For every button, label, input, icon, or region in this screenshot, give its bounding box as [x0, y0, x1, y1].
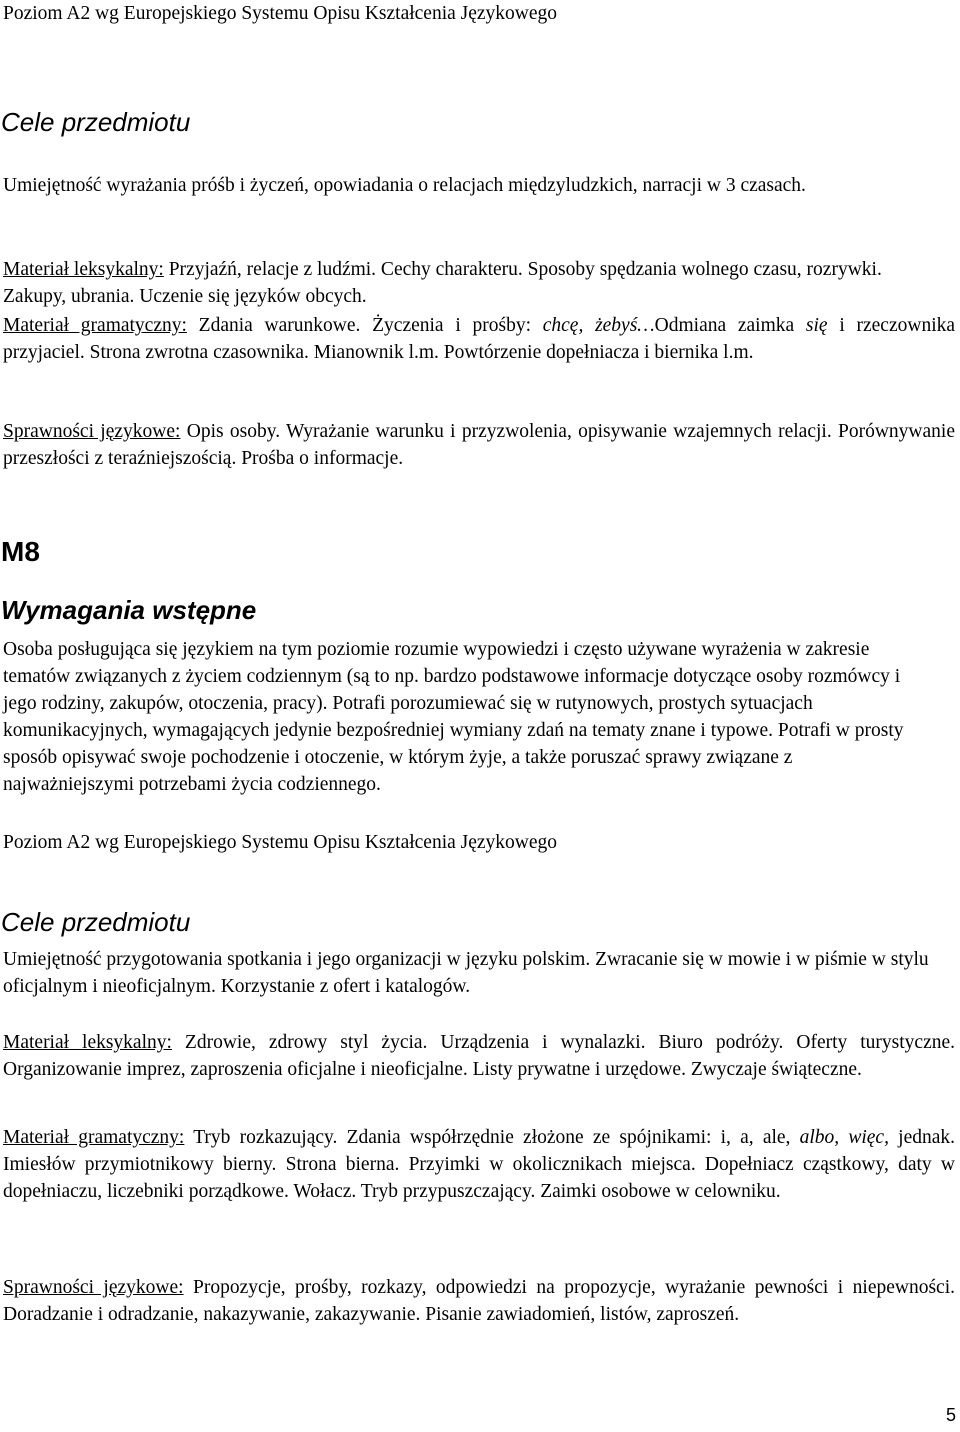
grammar-paragraph: [3, 312, 955, 366]
skills-paragraph: [3, 418, 955, 472]
lexical-text: Zdrowie, zdrowy styl życia. Urządzenia i wynalazki. Biuro podróży. Oferty turystyczne. Organizowanie imprez, zaproszenia oficjalne i nieoficjalne. Listy prywatne i urzędowe. Zwyczaje świąteczne.: [3, 1032, 956, 1080]
skills-text: Propozycje, prośby, rozkazy, odpowiedzi na propozycje, wyrażanie pewności i niepewności. Doradzanie i odradzanie, nakazywanie, zakazywanie. Pisanie zawiadomień, listów, zaproszeń.: [3, 1277, 955, 1325]
grammar-italic-2: się: [805, 315, 828, 336]
requirements-paragraph: Osoba posługująca się językiem na tym poziomie rozumie wypowiedzi i często używane wyrażenia w zakresie tematów związanych z życiem codziennym (są to np. bardzo podstawowe informacje dotyczące osoby rozmówcy i jego rodziny, zakupów, otoczenia, pracy). Potrafi porozumiewać się w rutynowych, prostych sytuacjach komunikacyjnych, wymagających jedynie bezpośredniej wymiany zdań na tematy znane i typowe. Potrafi w prosty sposób opisywać swoje pochodzenie i otoczenie, w którym żyje, a także poruszać sprawy związane z najważniejszymi potrzebami życia codziennego.: [3, 639, 904, 795]
grammar-text-1: Tryb rozkazujący. Zdania współrzędnie złożone ze spójnikami: i, a, ale,: [184, 1127, 800, 1148]
goals-paragraph: Umiejętność wyrażania próśb i życzeń, opowiadania o relacjach międzyludzkich, narracji w 3 czasach.: [3, 175, 806, 196]
level-title: Poziom A2 wg Europejskiego Systemu Opisu Kształcenia Językowego: [3, 832, 558, 853]
level-title: Poziom A2 wg Europejskiego Systemu Opisu Kształcenia Językowego: [3, 3, 558, 24]
grammar-text-3: i rzeczownika przyjaciel. Strona zwrotna czasownika. Mianownik l.m. Powtórzenie dopełniacza i biernika l.m.: [3, 315, 956, 363]
lexical-paragraph: [3, 256, 943, 310]
goals-heading: Cele przedmiotu: [1, 107, 191, 137]
skills-label: Sprawności językowe:: [3, 421, 181, 442]
requirements-heading: Wymagania wstępne: [1, 595, 257, 625]
page-number: 5: [945, 1405, 956, 1425]
grammar-text-2: Odmiana zaimka: [654, 315, 806, 336]
grammar-text-1: Zdania warunkowe. Życzenia i prośby:: [186, 315, 543, 336]
grammar-italic-1: albo, więc,: [799, 1127, 889, 1148]
grammar-label: Materiał gramatyczny:: [3, 315, 187, 336]
grammar-label: Materiał gramatyczny:: [3, 1127, 185, 1148]
goals-heading: Cele przedmiotu: [1, 907, 191, 937]
grammar-paragraph: [3, 1124, 955, 1205]
grammar-italic-1: chcę, żebyś…: [542, 315, 655, 336]
lexical-label: Materiał leksykalny:: [3, 259, 164, 280]
grammar-text-2: jednak. Imiesłów przymiotnikowy bierny. Strona bierna. Przyimki w okolicznikach miejsca. Dopełniacz cząstkowy, daty w dopełniaczu, liczebniki porządkowe. Wołacz. Tryb przypuszczający. Zaimki osobowe w celowniku.: [3, 1127, 956, 1202]
module-heading: M8: [1, 536, 40, 567]
skills-label: Sprawności językowe:: [3, 1277, 184, 1298]
lexical-label: Materiał leksykalny:: [3, 1032, 172, 1053]
skills-text: Opis osoby. Wyrażanie warunku i przyzwolenia, opisywanie wzajemnych relacji. Porównywanie przeszłości z teraźniejszością. Prośba o informacje.: [3, 421, 955, 469]
lexical-paragraph: [3, 1029, 955, 1083]
goals-paragraph: Umiejętność przygotowania spotkania i jego organizacji w języku polskim. Zwracanie się w mowie i w piśmie w stylu oficjalnym i nieoficjalnym. Korzystanie z ofert i katalogów.: [3, 949, 929, 997]
skills-paragraph: [3, 1274, 955, 1328]
lexical-text: Przyjaźń, relacje z ludźmi. Cechy charakteru. Sposoby spędzania wolnego czasu, rozrywki. Zakupy, ubrania. Uczenie się języków obcych.: [3, 259, 882, 307]
